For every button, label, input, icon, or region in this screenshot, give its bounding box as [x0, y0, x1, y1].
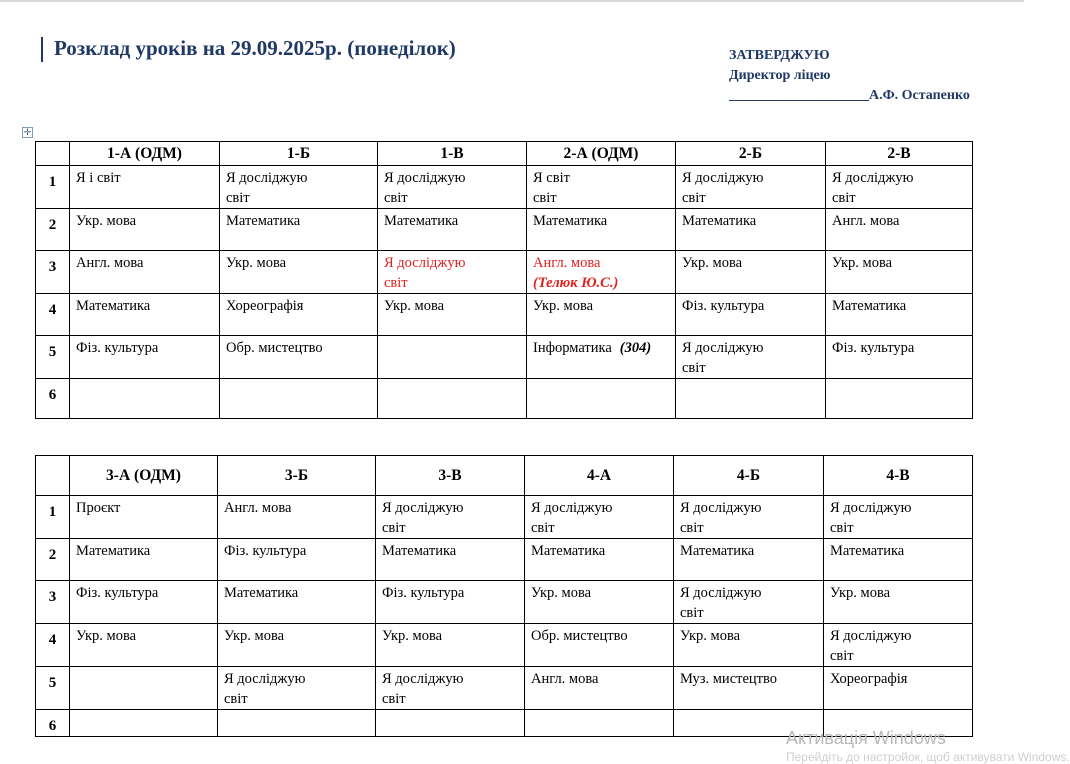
windows-activation-watermark: Активація Windows [786, 728, 946, 748]
lesson-cell[interactable] [220, 251, 378, 294]
subject-text: Я досліджую [226, 170, 308, 186]
lesson-cell[interactable] [676, 166, 826, 209]
lesson-cell[interactable] [824, 496, 973, 539]
room-number: (304) [619, 340, 652, 356]
lesson-cell[interactable] [218, 710, 376, 737]
lesson-cell[interactable] [70, 496, 218, 539]
lesson-number: 4 [36, 294, 70, 336]
lesson-cell[interactable] [826, 294, 973, 336]
class-column-header: 3-В [376, 456, 525, 496]
subject-text: світ [680, 520, 704, 536]
lesson-row [36, 294, 973, 336]
lesson-cell[interactable] [525, 496, 674, 539]
subject-text: Математика [384, 213, 459, 229]
lesson-number: 6 [36, 710, 70, 737]
lesson-cell[interactable] [376, 539, 525, 581]
lesson-number: 2 [36, 209, 70, 251]
subject-text: Я досліджую [680, 500, 762, 516]
subject-text: Математика [830, 543, 905, 559]
lesson-cell[interactable] [70, 379, 220, 419]
subject-text: Математика [76, 543, 151, 559]
lesson-cell[interactable] [378, 294, 527, 336]
subject-text: Англ. мова [76, 255, 144, 271]
lesson-cell[interactable] [70, 667, 218, 710]
lesson-number: 5 [36, 667, 70, 710]
subject-text: Я досліджую [531, 500, 613, 516]
subject-text: Фіз. культура [224, 543, 307, 559]
subject-text: Укр. мова [830, 585, 891, 601]
subject-text: Укр. мова [76, 213, 137, 229]
lesson-cell[interactable] [676, 294, 826, 336]
lesson-row [36, 379, 973, 419]
subject-text: Математика [224, 585, 299, 601]
lesson-cell[interactable] [676, 379, 826, 419]
subject-text: Я досліджую [384, 255, 466, 271]
subject-text: Я світ [533, 170, 570, 186]
subject-text: світ [682, 190, 706, 206]
subject-text: Математика [682, 213, 757, 229]
subject-text: Проєкт [76, 500, 121, 516]
class-column-header: 2-А (ОДМ) [527, 142, 676, 166]
page-title: Розклад уроків на 29.09.2025р. (понеділок) [54, 36, 456, 60]
lesson-cell[interactable] [220, 379, 378, 419]
lesson-cell[interactable] [527, 209, 676, 251]
subject-text: Укр. мова [682, 255, 743, 271]
move-cross-icon[interactable]: ✛ [23, 128, 32, 138]
lesson-cell[interactable] [824, 539, 973, 581]
subject-text: Фіз. культура [76, 340, 159, 356]
subject-text: світ [832, 190, 856, 206]
lesson-row [36, 539, 973, 581]
subject-text: Фіз. культура [382, 585, 465, 601]
lesson-cell[interactable] [378, 251, 527, 294]
subject-text: Я досліджую [382, 671, 464, 687]
lesson-number: 3 [36, 581, 70, 624]
subject-text: Укр. мова [382, 628, 443, 644]
lesson-row [36, 251, 973, 294]
lesson-cell[interactable] [378, 209, 527, 251]
lesson-cell[interactable] [376, 581, 525, 624]
lesson-cell[interactable] [527, 294, 676, 336]
class-column-header: 2-В [826, 142, 973, 166]
subject-text: Укр. мова [226, 255, 287, 271]
lesson-cell[interactable] [378, 379, 527, 419]
lesson-row [36, 667, 973, 710]
lesson-cell[interactable] [218, 581, 376, 624]
lesson-cell[interactable] [220, 209, 378, 251]
subject-text: світ [384, 190, 408, 206]
lesson-cell[interactable] [70, 251, 220, 294]
subject-text: Я досліджую [832, 170, 914, 186]
lesson-cell[interactable] [525, 581, 674, 624]
subject-text: Математика [382, 543, 457, 559]
page-top-edge [0, 0, 1024, 2]
subject-text: Я досліджую [680, 585, 762, 601]
subject-text: Я досліджую [682, 340, 764, 356]
lesson-cell[interactable] [826, 209, 973, 251]
lesson-cell[interactable] [376, 667, 525, 710]
approval-block [729, 46, 970, 106]
lesson-cell[interactable] [826, 336, 973, 379]
lesson-cell[interactable] [220, 336, 378, 379]
subject-text: Англ. мова [224, 500, 292, 516]
lesson-number: 1 [36, 166, 70, 209]
subject-text: Математика [832, 298, 907, 314]
subject-text: світ [531, 520, 555, 536]
subject-text: світ [682, 360, 706, 376]
subject-text: Укр. мова [832, 255, 893, 271]
subject-text: Укр. мова [533, 298, 594, 314]
subject-text: Я досліджую [224, 671, 306, 687]
class-column-header: 4-А [525, 456, 674, 496]
subject-text: Англ. мова [531, 671, 599, 687]
approval-signature-line: ____________________А.Ф. Остапенко [729, 88, 970, 103]
lesson-cell[interactable] [527, 336, 676, 379]
subject-text: Обр. мистецтво [531, 628, 628, 644]
lesson-number: 4 [36, 624, 70, 667]
subject-text: Математика [531, 543, 606, 559]
windows-activation-hint: Перейдіть до настройок, щоб активувати Windows. [786, 750, 1070, 764]
lesson-cell[interactable] [826, 379, 973, 419]
subject-text: світ [226, 190, 250, 206]
lesson-cell[interactable] [826, 166, 973, 209]
subject-text: світ [384, 275, 408, 291]
lesson-cell[interactable] [525, 624, 674, 667]
subject-text: Укр. мова [384, 298, 445, 314]
subject-text: Англ. мова [533, 255, 601, 271]
subject-text: світ [382, 691, 406, 707]
lesson-cell[interactable] [676, 336, 826, 379]
subject-text: Обр. мистецтво [226, 340, 323, 356]
subject-text: Укр. мова [531, 585, 592, 601]
lesson-cell[interactable] [527, 166, 676, 209]
subject-text: Укр. мова [680, 628, 741, 644]
lesson-cell[interactable] [376, 710, 525, 737]
lesson-cell[interactable] [70, 710, 218, 737]
lesson-number: 1 [36, 496, 70, 539]
lesson-cell[interactable] [218, 496, 376, 539]
lesson-row [36, 581, 973, 624]
lesson-cell[interactable] [378, 336, 527, 379]
lesson-cell[interactable] [70, 581, 218, 624]
subject-text: Англ. мова [832, 213, 900, 229]
lesson-cell[interactable] [218, 624, 376, 667]
lesson-number: 5 [36, 336, 70, 379]
class-column-header: 3-А (ОДМ) [70, 456, 218, 496]
lesson-cell[interactable] [527, 379, 676, 419]
subject-text: Математика [226, 213, 301, 229]
lesson-cell[interactable] [378, 166, 527, 209]
subject-text: світ [830, 520, 854, 536]
subject-text: Укр. мова [224, 628, 285, 644]
subject-text: Я досліджую [382, 500, 464, 516]
schedule-table-grades-3-4 [35, 455, 973, 737]
lesson-row [36, 624, 973, 667]
lesson-cell[interactable] [376, 624, 525, 667]
lesson-cell[interactable] [674, 624, 824, 667]
lesson-cell[interactable] [220, 166, 378, 209]
subject-text: світ [680, 605, 704, 621]
lesson-cell[interactable] [824, 667, 973, 710]
header-corner-cell [36, 456, 70, 496]
lesson-cell[interactable] [674, 496, 824, 539]
lesson-cell[interactable] [525, 710, 674, 737]
lesson-cell[interactable] [376, 496, 525, 539]
lesson-row [36, 166, 973, 209]
lesson-cell[interactable] [674, 667, 824, 710]
lesson-cell[interactable] [674, 581, 824, 624]
subject-text: Муз. мистецтво [680, 671, 777, 687]
lesson-cell[interactable] [70, 624, 218, 667]
lesson-number: 6 [36, 379, 70, 419]
lesson-row [36, 209, 973, 251]
subject-text: Фіз. культура [682, 298, 765, 314]
lesson-cell[interactable] [674, 539, 824, 581]
subject-text: Математика [680, 543, 755, 559]
lesson-cell[interactable] [527, 251, 676, 294]
teacher-note: (Телюк Ю.С.) [533, 275, 619, 291]
lesson-cell[interactable] [70, 539, 218, 581]
lesson-number: 3 [36, 251, 70, 294]
lesson-cell[interactable] [826, 251, 973, 294]
lesson-cell[interactable] [70, 209, 220, 251]
subject-text: Я досліджую [682, 170, 764, 186]
subject-text: Я і світ [76, 170, 121, 186]
class-column-header: 3-Б [218, 456, 376, 496]
subject-text: Укр. мова [76, 628, 137, 644]
lesson-cell[interactable] [70, 336, 220, 379]
lesson-cell[interactable] [676, 209, 826, 251]
class-column-header: 4-В [824, 456, 973, 496]
subject-text: світ [382, 520, 406, 536]
lesson-cell[interactable] [525, 539, 674, 581]
subject-text: Я досліджую [830, 500, 912, 516]
class-column-header: 4-Б [674, 456, 824, 496]
approval-heading: ЗАТВЕРДЖУЮ [729, 48, 830, 63]
lesson-cell[interactable] [525, 667, 674, 710]
class-column-header: 2-Б [676, 142, 826, 166]
lesson-cell[interactable] [218, 667, 376, 710]
lesson-number: 2 [36, 539, 70, 581]
lesson-cell[interactable] [676, 251, 826, 294]
lesson-cell[interactable] [220, 294, 378, 336]
schedule-table-grades-1-2 [35, 141, 973, 419]
lesson-cell[interactable] [70, 166, 220, 209]
subject-text: Фіз. культура [832, 340, 915, 356]
subject-text: Хореографія [226, 298, 304, 314]
subject-text: Математика [76, 298, 151, 314]
subject-text: Хореографія [830, 671, 908, 687]
class-column-header: 1-В [378, 142, 527, 166]
subject-text: Я досліджую [384, 170, 466, 186]
lesson-cell[interactable] [218, 539, 376, 581]
subject-text: світ [224, 691, 248, 707]
subject-line [533, 338, 669, 358]
lesson-cell[interactable] [824, 624, 973, 667]
approval-position: Директор ліцею [729, 68, 831, 83]
lesson-row [36, 336, 973, 379]
header-corner-cell [36, 142, 70, 166]
lesson-row [36, 496, 973, 539]
subject-text: світ [533, 190, 557, 206]
lesson-cell[interactable] [70, 294, 220, 336]
subject-text: Математика [533, 213, 608, 229]
class-column-header: 1-А (ОДМ) [70, 142, 220, 166]
subject-text: Інформатика [533, 340, 612, 356]
lesson-cell[interactable] [824, 581, 973, 624]
class-column-header: 1-Б [220, 142, 378, 166]
subject-text: Фіз. культура [76, 585, 159, 601]
text-cursor [41, 37, 43, 62]
subject-text: Я досліджую [830, 628, 912, 644]
subject-text: світ [830, 648, 854, 664]
